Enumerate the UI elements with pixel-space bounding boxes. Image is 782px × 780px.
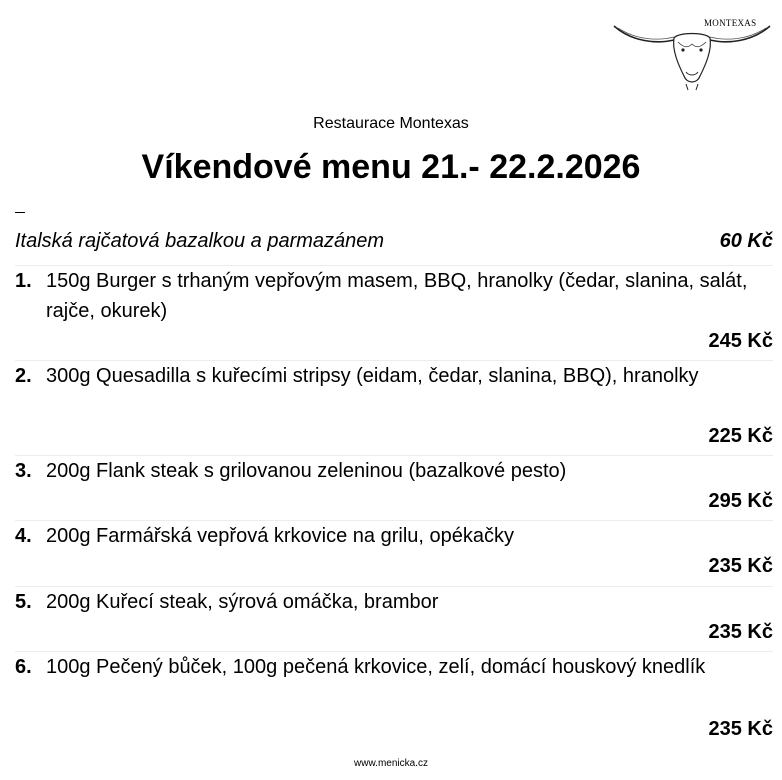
soup-row bbox=[15, 230, 773, 258]
item-description: 200g Kuřecí steak, sýrová omáčka, brambor bbox=[46, 591, 439, 613]
page-title: Víkendové menu 21.- 22.2.2026 bbox=[141, 148, 641, 186]
item-price: 235 Kč bbox=[708, 718, 773, 740]
item-number: 6. bbox=[15, 656, 32, 678]
divider bbox=[15, 212, 25, 213]
item-price: 225 Kč bbox=[708, 425, 773, 447]
menu-item bbox=[15, 455, 773, 514]
soup-name: Italská rajčatová bazalkou a parmazánem bbox=[15, 230, 385, 252]
item-number: 1. bbox=[15, 270, 32, 292]
item-price: 235 Kč bbox=[708, 555, 773, 577]
logo-text: MONTEXAS bbox=[704, 18, 757, 28]
menu-item bbox=[15, 651, 773, 747]
menu-item bbox=[15, 265, 773, 354]
soup-price: 60 Kč bbox=[719, 230, 773, 252]
footer-source: www.menicka.cz bbox=[354, 758, 428, 769]
item-description: 200g Flank steak s grilovanou zeleninou (bazalkové pesto) bbox=[46, 460, 567, 482]
item-number: 3. bbox=[15, 460, 32, 482]
item-price: 245 Kč bbox=[708, 330, 773, 352]
item-number: 2. bbox=[15, 365, 32, 387]
montexas-logo bbox=[612, 14, 772, 92]
menu-item bbox=[15, 520, 773, 579]
item-description: 150g Burger s trhaným vepřovým masem, BBQ, hranolky (čedar, slanina, salát, rajče, okurek) bbox=[46, 270, 748, 322]
item-description: 300g Quesadilla s kuřecími stripsy (eidam, čedar, slanina, BBQ), hranolky bbox=[46, 365, 699, 387]
item-price: 295 Kč bbox=[708, 490, 773, 512]
menu-item bbox=[15, 360, 773, 449]
restaurant-name: Restaurace Montexas bbox=[313, 115, 469, 132]
item-number: 4. bbox=[15, 525, 32, 547]
item-price: 235 Kč bbox=[708, 621, 773, 643]
item-number: 5. bbox=[15, 591, 32, 613]
item-description: 200g Farmářská vepřová krkovice na grilu, opékačky bbox=[46, 525, 514, 547]
item-description: 100g Pečený bůček, 100g pečená krkovice, zelí, domácí houskový knedlík bbox=[46, 656, 706, 678]
menu-item bbox=[15, 586, 773, 645]
